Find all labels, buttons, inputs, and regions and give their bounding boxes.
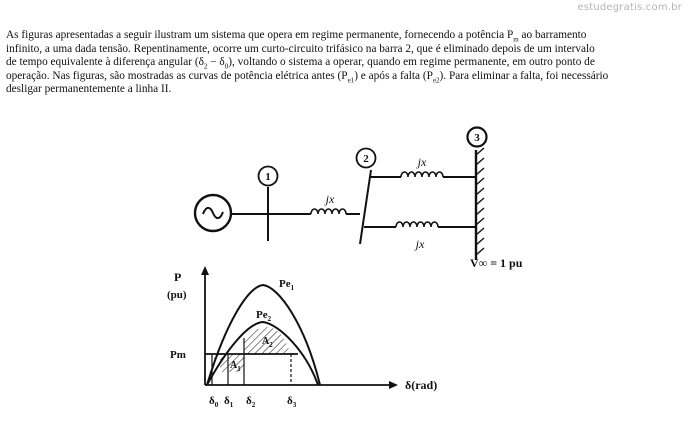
statement-line-1: As figuras apresentadas a seguir ilustram um sistema que opera em regime permanente, fornecendo a potência $P_m$ ao barramento (6, 29, 587, 44)
series-reactor-coil (311, 209, 346, 214)
site-watermark: estudegratis.com.br (577, 2, 682, 13)
line-2-reactor-coil (396, 222, 438, 227)
delta2-tick: $\delta_2$ (246, 395, 256, 409)
line-2-reactance-label: jx (415, 237, 425, 251)
circuit-diagram (195, 128, 487, 261)
infinite-bus-hatching (476, 148, 484, 255)
statement-line-3: de tempo equivalente à diferença angular $(\delta_2 - \delta_0)$, voltando o sistema a operar, quando em regime permanente, em outro ponto de (6, 56, 595, 71)
statement-line-2: infinito, a uma dada tensão. Repentinamente, ocorre um curto-circuito trifásico na barra 2, que é eliminado depois de um intervalo (6, 42, 595, 55)
line-1-reactance-label: jx (417, 155, 427, 169)
bus-2-number: 2 (363, 153, 369, 165)
y-axis-arrow (201, 266, 209, 275)
pe1-label: $Pe_1$ (279, 278, 295, 292)
x-axis-label: δ(rad) (405, 378, 438, 392)
generator-symbol (195, 195, 231, 231)
circuit-labels (265, 132, 522, 270)
statement-line-5: desligar permanentemente a linha II. (6, 83, 172, 96)
infinite-bus-voltage-label: V∞ = 1 pu (470, 256, 523, 270)
power-angle-graph (167, 266, 437, 409)
bus-1-number: 1 (265, 171, 271, 183)
bus-2-bar (360, 170, 371, 244)
a2-label: $A_2$ (262, 336, 273, 349)
pe2-label: $Pe_2$ (256, 309, 272, 323)
delta0-tick: $\delta_0$ (209, 395, 219, 409)
pu-axis-label: (pu) (167, 289, 187, 301)
bus-3-number: 3 (474, 132, 480, 144)
pm-label: Pm (170, 349, 186, 361)
statement-line-4: operação. Nas figuras, são mostradas as curvas de potência elétrica antes $(P_{e1})$ e após a falta $(P_{e2})$. Para eliminar a falta, foi necessário (6, 69, 609, 85)
p-axis-label: P (174, 270, 182, 284)
series-reactance-label: jx (325, 192, 335, 206)
delta1-tick: $\delta_1$ (224, 395, 234, 409)
delta3-tick: $\delta_3$ (287, 395, 297, 409)
a1-label: $A_1$ (230, 360, 241, 373)
x-axis-arrow (389, 381, 398, 389)
line-1-reactor-coil (401, 172, 443, 177)
